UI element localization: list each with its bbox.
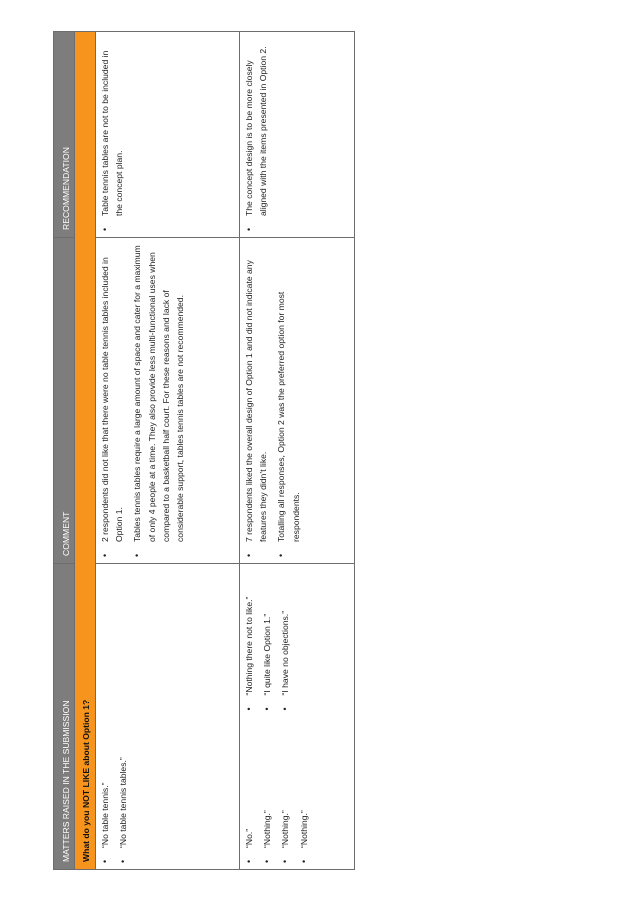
list-item: • 2 respondents did not like that there were no table tennis tables included in Option 1. [98, 244, 126, 542]
header-matters: MATTERS RAISED IN THE SUBMISSION [54, 564, 75, 870]
header-comment: COMMENT [54, 238, 75, 564]
matters-list-a [240, 717, 315, 870]
rotated-table-wrapper [53, 32, 355, 870]
list-item: • 7 respondents liked the overall design of Option 1 and did not indicate any features they didn’t like. [242, 244, 270, 542]
recommendation-list [96, 32, 126, 237]
table-row [240, 32, 355, 870]
list-item: • “I quite like Option 1.” [260, 570, 274, 696]
comment-cell [240, 238, 355, 564]
list-item: • Table tennis tables are not to be included in the concept plan. [98, 38, 126, 216]
question-text: What do you NOT LIKE about Option 1? [75, 32, 96, 870]
list-item: • “No table tennis.” [98, 570, 112, 848]
matters-list-b [240, 564, 315, 717]
list-item: • “Nothing.” [260, 723, 274, 849]
table-header-row [54, 32, 75, 870]
recommendation-list [240, 32, 270, 237]
list-item: • The concept design is to be more closely aligned with the items presented in Option 2. [242, 38, 270, 216]
comment-list [96, 238, 187, 563]
matters-cell [96, 564, 240, 870]
header-recommendation: RECOMMENDATION [54, 32, 75, 238]
list-item: • “I have no objections.” [278, 570, 292, 696]
recommendation-cell [240, 32, 355, 238]
list-item: • “No table tennis tables.” [116, 570, 130, 848]
list-item: • “Nothing there not to like.” [242, 570, 256, 696]
consultation-table [53, 31, 355, 870]
matters-list [96, 564, 130, 869]
list-item: • Totalling all responses, Option 2 was the preferred option for most respondents. [274, 244, 302, 542]
comment-list [240, 238, 303, 563]
matters-columns [240, 564, 315, 869]
question-row [75, 32, 96, 870]
table-row [96, 32, 240, 870]
recommendation-cell [96, 32, 240, 238]
list-item: • “Nothing.” [297, 723, 311, 849]
comment-cell [96, 238, 240, 564]
list-item: • “Nothing.” [278, 723, 292, 849]
list-item: • “No.” [242, 723, 256, 849]
matters-cell [240, 564, 355, 870]
list-item: • Tables tennis tables require a large amount of space and cater for a maximum of only 4 people at a time. They also provide less multi-functional uses when compared to a basketball half court. For these reasons and lack of considerable support, tables tennis tables are not recommended. [130, 244, 187, 542]
